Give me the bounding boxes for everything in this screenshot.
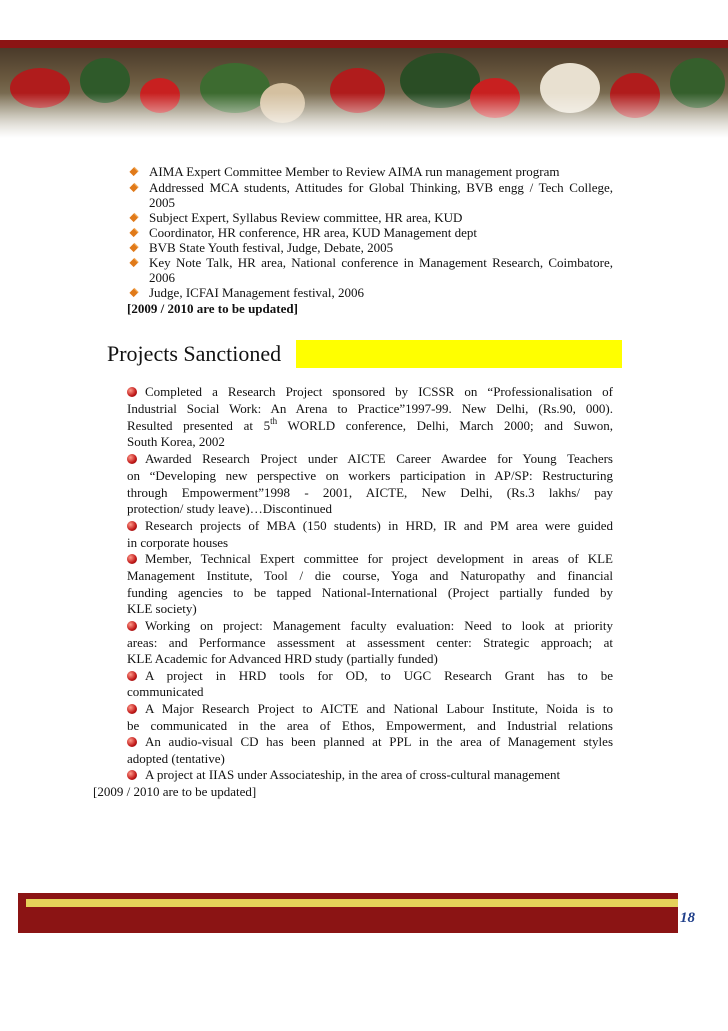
list-item: Subject Expert, Syllabus Review committee, HR area, KUD: [149, 210, 463, 225]
list-item-cont: KLE society): [127, 601, 197, 616]
list-item-cont: areas: and Performance assessment at assessment center: Strategic approach; at: [127, 635, 613, 650]
header-photo: [0, 48, 728, 138]
list-item-cont: 2005: [149, 195, 175, 210]
red-ball-bullet-icon: [127, 671, 137, 681]
list-item: Addressed MCA students, Attitudes for Global Thinking, BVB engg / Tech College,: [149, 180, 613, 195]
page-number: 18: [680, 910, 695, 926]
list-item: A Major Research Project to AICTE and National Labour Institute, Noida is to: [127, 701, 613, 716]
red-ball-bullet-icon: [127, 704, 137, 714]
list-item-cont: 2006: [149, 270, 175, 285]
list-item: Key Note Talk, HR area, National conference in Management Research, Coimbatore,: [149, 255, 613, 270]
header-band: [0, 40, 728, 48]
update-note: [2009 / 2010 are to be updated]: [93, 784, 257, 799]
list-item-cont: funding agencies to be tapped National-International (Project partially funded by: [127, 585, 613, 600]
update-note: [2009 / 2010 are to be updated]: [127, 301, 298, 316]
list-item: A project in HRD tools for OD, to UGC Research Grant has to be: [127, 668, 613, 683]
list-item-cont: Resulted presented at 5th WORLD conference, Delhi, March 2000; and Suwon,: [127, 416, 613, 433]
diamond-bullet-icon: [129, 258, 138, 267]
red-ball-bullet-icon: [127, 387, 137, 397]
section-title: Projects Sanctioned: [107, 341, 282, 366]
list-item: Awarded Research Project under AICTE Career Awardee for Young Teachers: [127, 451, 613, 466]
diamond-bullet-icon: [129, 288, 138, 297]
title-highlight: [296, 340, 622, 368]
list-item: Coordinator, HR conference, HR area, KUD Management dept: [149, 225, 477, 240]
diamond-bullet-icon: [129, 183, 138, 192]
diamond-bullet-icon: [129, 228, 138, 237]
diamond-bullet-icon: [129, 167, 138, 176]
list-item-cont: Management Institute, Tool / die course, Yoga and Naturopathy and financial: [127, 568, 613, 583]
list-item: A project at IIAS under Associateship, in the area of cross-cultural management: [127, 767, 560, 782]
list-item: Judge, ICFAI Management festival, 2006: [149, 285, 364, 300]
list-item-cont: communicated: [127, 684, 204, 699]
red-ball-bullet-icon: [127, 454, 137, 464]
list-item: AIMA Expert Committee Member to Review AIMA run management program: [149, 164, 560, 179]
red-ball-bullet-icon: [127, 621, 137, 631]
diamond-bullet-icon: [129, 213, 138, 222]
list-item-cont: KLE Academic for Advanced HRD study (partially funded): [127, 651, 438, 666]
list-item: Member, Technical Expert committee for project development in areas of KLE: [127, 551, 613, 566]
red-ball-bullet-icon: [127, 737, 137, 747]
list-item-cont: Industrial Social Work: An Arena to Practice”1997-99. New Delhi, (Rs.90, 000).: [127, 401, 613, 416]
red-ball-bullet-icon: [127, 770, 137, 780]
red-ball-bullet-icon: [127, 521, 137, 531]
footer-band: [18, 893, 678, 933]
list-item: Working on project: Management faculty evaluation: Need to look at priority: [127, 618, 613, 633]
list-item: Completed a Research Project sponsored by ICSSR on “Professionalisation of: [127, 384, 613, 399]
list-item-cont: adopted (tentative): [127, 751, 225, 766]
list-item-cont: through Empowerment”1998 - 2001, AICTE, New Delhi, (Rs.3 lakhs/ pay: [127, 485, 613, 500]
red-ball-bullet-icon: [127, 554, 137, 564]
list-item-cont: in corporate houses: [127, 535, 229, 550]
list-item-cont: be communicated in the area of Ethos, Empowerment, and Industrial relations: [127, 718, 613, 733]
list-item-cont: South Korea, 2002: [127, 434, 225, 449]
list-item-cont: protection/ study leave)…Discontinued: [127, 501, 333, 516]
list-item: BVB State Youth festival, Judge, Debate, 2005: [149, 240, 394, 255]
list-item-cont: on “Developing new perspective on workers participation in AP/SP: Restructuring: [127, 468, 613, 483]
list-item: An audio-visual CD has been planned at PPL in the area of Management styles: [127, 734, 613, 749]
diamond-bullet-icon: [129, 243, 138, 252]
list-item: Research projects of MBA (150 students) in HRD, IR and PM area were guided: [127, 518, 613, 533]
